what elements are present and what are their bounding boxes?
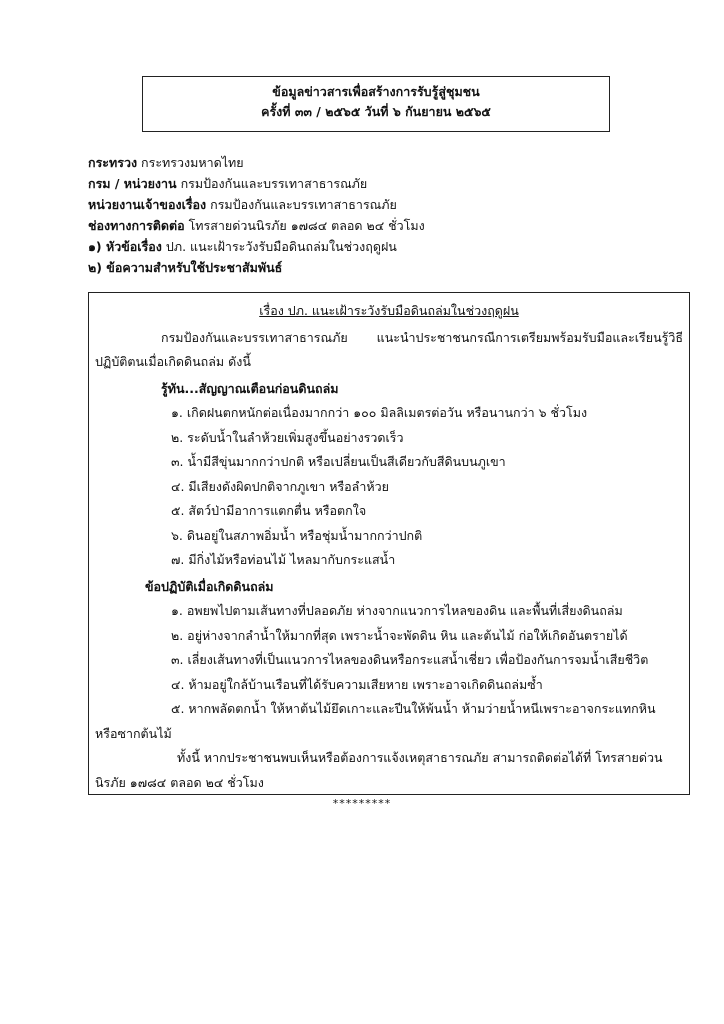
contact-row [88, 215, 698, 236]
topic-value: ปภ. แนะเฝ้าระวังรับมือดินถล่มในช่วงฤดูฝน [161, 239, 397, 254]
header-issue-date: ครั้งที่ ๓๓ / ๒๕๖๕ วันที่ ๖ กันยายน ๒๕๖๕ [261, 104, 491, 119]
metadata-block [88, 152, 698, 278]
warning-signs-list [89, 401, 689, 573]
practices-heading: ข้อปฏิบัติเมื่อเกิดดินถล่ม [145, 578, 274, 594]
list-item: ๓. เลี่ยงเส้นทางที่เป็นแนวการไหลของดินหรือกระแสน้ำเชี่ยว เพื่อป้องกันการจมน้ำเสียชีวิต [171, 652, 649, 667]
department-row [88, 173, 698, 194]
list-item: ๒. อยู่ห่างจากลำน้ำให้มากที่สุด เพราะน้ำจะพัดดิน หิน และต้นไม้ ก่อให้เกิดอันตรายได้ [171, 627, 628, 643]
header-title: ข้อมูลข่าวสารเพื่อสร้างการรับรู้สู่ชุมชน [272, 84, 480, 99]
list-item: ๕. หากพลัดตกน้ำ ให้หาต้นไม้ยึดเกาะและปีนให้พ้นน้ำ ห้ามว่ายน้ำหนีเพราะอาจกระแทกหิน [171, 701, 656, 716]
owner-label: หน่วยงานเจ้าของเรื่อง [88, 197, 207, 212]
ministry-label: กระทรวง [88, 155, 138, 170]
owner-value: กรมป้องกันและบรรเทาสาธารณภัย [206, 197, 397, 212]
pr-label: ๒) ข้อความสำหรับใช้ประชาสัมพันธ์ [88, 260, 283, 275]
department-value: กรมป้องกันและบรรเทาสาธารณภัย [176, 176, 368, 191]
warning-signs-heading: รู้ทัน...สัญญาณเตือนก่อนดินถล่ม [161, 380, 339, 396]
list-item: ๗. มีกิ่งไม้หรือท่อนไม้ ไหลมากับกระแสน้ำ [171, 552, 396, 567]
department-label: กรม / หน่วยงาน [88, 176, 177, 191]
header-box [142, 76, 610, 132]
list-item: ๓. น้ำมีสีขุ่นมากกว่าปกติ หรือเปลี่ยนเป็นสีเดียวกับสีดินบนภูเขา [171, 454, 506, 469]
topic-label: ๑) หัวข้อเรื่อง [88, 239, 162, 254]
list-item: ๕. สัตว์ป่ามีอาการแตกตื่น หรือตกใจ [171, 503, 367, 518]
topic-row [88, 236, 698, 257]
practices-list [89, 599, 689, 746]
list-item: ๑. เกิดฝนตกหนักต่อเนื่องมากกว่า ๑๐๐ มิลลิเมตรต่อวัน หรือนานกว่า ๖ ชั่วโมง [171, 405, 588, 420]
ministry-value: กระทรวงมหาดไทย [137, 155, 244, 170]
pr-row [88, 257, 698, 278]
list-item: ๔. มีเสียงดังผิดปกติจากภูเขา หรือลำห้วย [171, 478, 389, 494]
intro-paragraph: กรมป้องกันและบรรเทาสาธารณภัย แนะนำประชาชนกรณีการเตรียมพร้อมรับมือและเรียนรู้วิธีปฏิบัติตนเมื่อเกิดดินถล่ม ดังนี้ [95, 329, 683, 369]
owner-row [88, 194, 698, 215]
content-title: เรื่อง ปภ. แนะเฝ้าระวังรับมือดินถล่มในช่วงฤดูฝน [259, 303, 519, 318]
contact-value: โทรสายด่วนนิรภัย ๑๗๘๔ ตลอด ๒๔ ชั่วโมง [184, 218, 425, 233]
list-item-continuation: หรือซากต้นไม้ [95, 725, 172, 741]
closing-paragraph: ทั้งนี้ หากประชาชนพบเห็นหรือต้องการแจ้งเหตุสาธารณภัย สามารถติดต่อได้ที่ โทรสายด่วนนิรภัย ๑๗๘๔ ตลอด ๒๔ ชั่วโมง [95, 750, 663, 790]
list-item: ๔. ห้ามอยู่ใกล้บ้านเรือนที่ได้รับความเสียหาย เพราะอาจเกิดดินถล่มซ้ำ [171, 676, 543, 692]
ministry-row [88, 152, 698, 173]
contact-label: ช่องทางการติดต่อ [88, 218, 185, 233]
list-item: ๑. อพยพไปตามเส้นทางที่ปลอดภัย ห่างจากแนวการไหลของดิน และพื้นที่เสี่ยงดินถล่ม [171, 603, 623, 618]
list-item: ๖. ดินอยู่ในสภาพอิ่มน้ำ หรือชุ่มน้ำมากกว่าปกติ [171, 527, 423, 543]
list-item: ๒. ระดับน้ำในลำห้วยเพิ่มสูงขึ้นอย่างรวดเร็ว [171, 429, 404, 445]
end-marker: ********* [332, 797, 392, 810]
pr-content-box [88, 292, 690, 795]
